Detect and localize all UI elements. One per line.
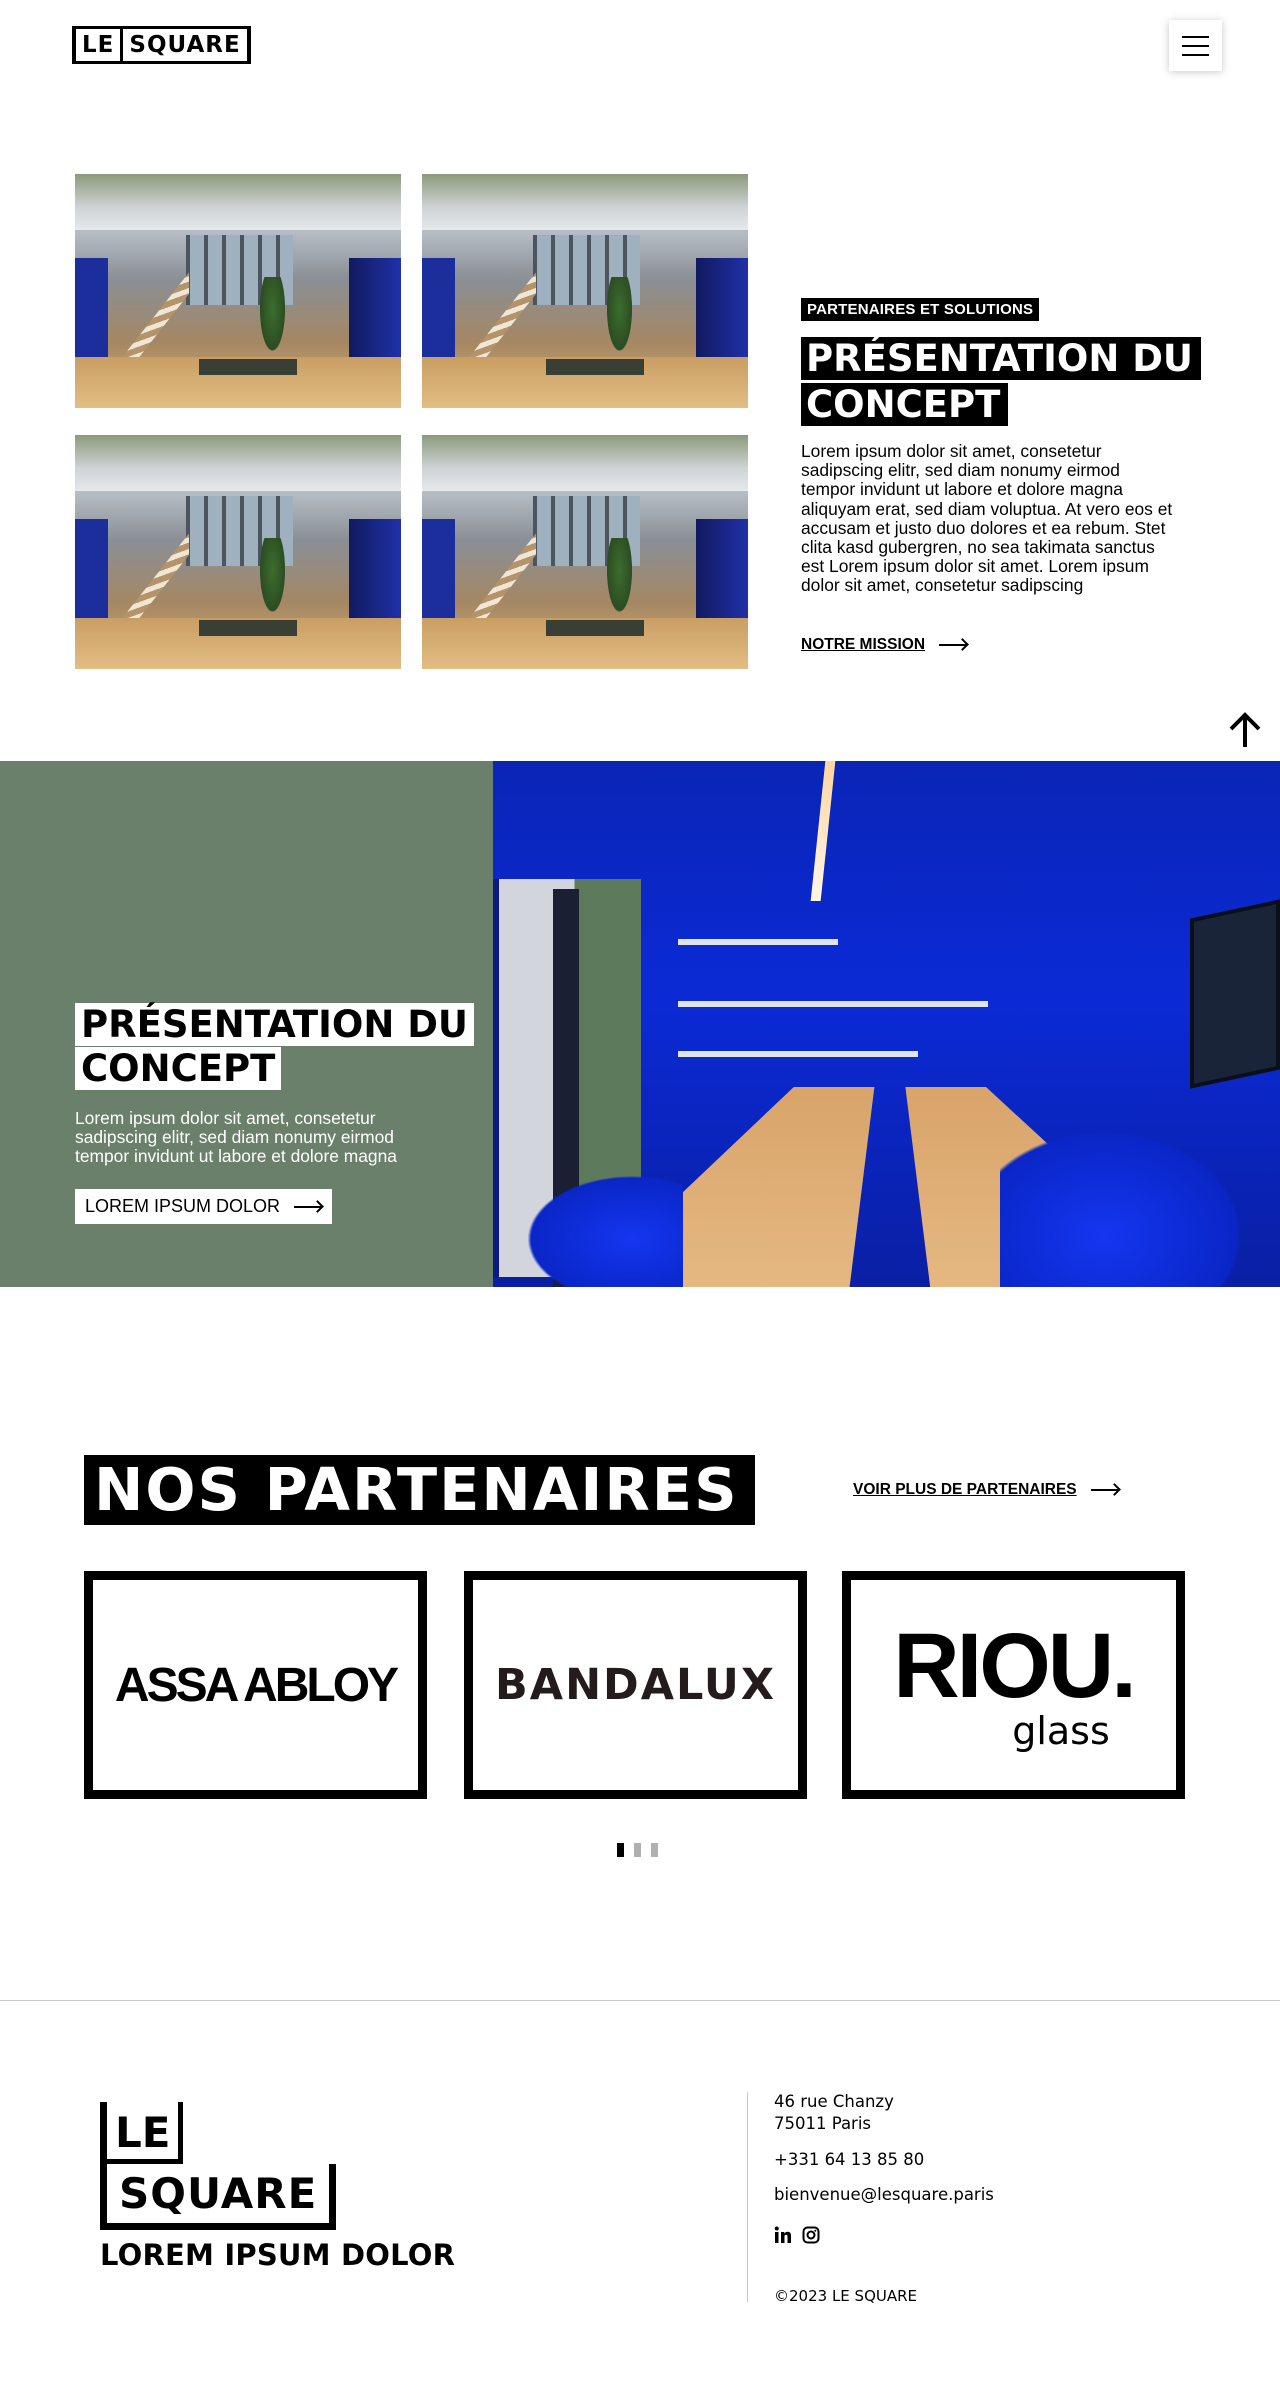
riou-text: RIOU. xyxy=(893,1615,1134,1717)
logo-text-square: SQUARE xyxy=(123,26,246,64)
arrow-up-icon[interactable] xyxy=(1228,712,1262,748)
carousel-pagination xyxy=(617,1843,658,1857)
linkedin-icon[interactable] xyxy=(774,2226,792,2244)
menu-line xyxy=(1182,36,1209,38)
footer-address xyxy=(774,2091,894,2135)
hero-tag: PARTENAIRES ET SOLUTIONS xyxy=(801,298,1039,321)
footer-phone[interactable]: +331 64 13 85 80 xyxy=(774,2150,925,2169)
arrow-right-icon xyxy=(1091,1489,1119,1491)
partner-card-riou-glass[interactable] xyxy=(842,1571,1185,1799)
concept-title-line2: CONCEPT xyxy=(75,1047,281,1090)
logo-text-le: LE xyxy=(76,26,120,64)
partners-title: NOS PARTENAIRES xyxy=(84,1455,755,1525)
footer-divider xyxy=(0,2000,1280,2001)
menu-line xyxy=(1182,45,1209,47)
gallery-image-1 xyxy=(75,174,401,408)
address-line-2: 75011 Paris xyxy=(774,2114,872,2133)
gallery-image-3 xyxy=(75,435,401,669)
arrow-right-icon xyxy=(939,644,967,646)
footer-copyright: ©2023 LE SQUARE xyxy=(774,2287,918,2305)
carousel-dot-2[interactable] xyxy=(634,1843,641,1857)
footer-logo-square: SQUARE xyxy=(107,2164,329,2230)
footer-logo[interactable] xyxy=(100,2102,336,2230)
hero-title-line1: PRÉSENTATION DU xyxy=(801,337,1201,380)
site-logo[interactable] xyxy=(72,26,251,64)
partner-logo-assa-abloy: ASSA ABLOY xyxy=(114,1658,397,1712)
partner-card-assa-abloy[interactable] xyxy=(84,1571,427,1799)
concept-title-line1: PRÉSENTATION DU xyxy=(75,1003,474,1046)
instagram-icon[interactable] xyxy=(802,2226,820,2244)
footer-vertical-divider xyxy=(747,2092,748,2302)
footer-logo-le: LE xyxy=(107,2102,178,2164)
riou-glass-text: glass xyxy=(1012,1709,1110,1753)
menu-line xyxy=(1182,54,1209,56)
address-line-1: 46 rue Chanzy xyxy=(774,2092,894,2111)
concept-body: Lorem ipsum dolor sit amet, consetetur sadipscing elitr, sed diam nonumy eirmod tempor invidunt ut labore et dolore magna xyxy=(75,1108,397,1167)
carousel-dot-3[interactable] xyxy=(651,1843,658,1857)
hero-title xyxy=(801,336,1201,428)
hamburger-menu-button[interactable] xyxy=(1169,20,1222,71)
hero-body: Lorem ipsum dolor sit amet, consetetur sadipscing elitr, sed diam nonumy eirmod tempor invidunt ut labore et dolore magna aliquyam erat, sed diam voluptua. At vero eos et accusam et justo duo dolores et ea rebum. Stet clita kasd gubergren, no sea takimata sanctus est Lorem ipsum dolor sit amet. Lorem ipsum dolor sit amet, consetetur sadipscing xyxy=(801,441,1173,596)
footer-email[interactable]: bienvenue@lesquare.paris xyxy=(774,2185,994,2204)
voir-plus-label: VOIR PLUS DE PARTENAIRES xyxy=(853,1481,1077,1498)
gallery-image-2 xyxy=(422,174,748,408)
partner-logo-riou-glass xyxy=(893,1615,1134,1753)
concept-title xyxy=(75,1003,475,1091)
lorem-ipsum-button-label: LOREM IPSUM DOLOR xyxy=(85,1196,281,1216)
lorem-ipsum-button[interactable] xyxy=(75,1189,332,1224)
gallery-image-4 xyxy=(422,435,748,669)
hero-title-line2: CONCEPT xyxy=(801,383,1008,426)
notre-mission-link[interactable] xyxy=(801,636,967,654)
meeting-room-image xyxy=(493,761,1280,1287)
hero-tag-wrap xyxy=(801,298,1039,321)
voir-plus-partenaires-link[interactable] xyxy=(853,1481,1119,1499)
notre-mission-label: NOTRE MISSION xyxy=(801,636,926,653)
social-links xyxy=(774,2226,820,2244)
partner-logo-bandalux: BANDALUX xyxy=(495,1660,776,1710)
partner-card-bandalux[interactable] xyxy=(464,1571,807,1799)
footer-tagline: LOREM IPSUM DOLOR xyxy=(100,2238,456,2272)
carousel-dot-1[interactable] xyxy=(617,1843,624,1857)
arrow-right-icon xyxy=(294,1206,322,1208)
